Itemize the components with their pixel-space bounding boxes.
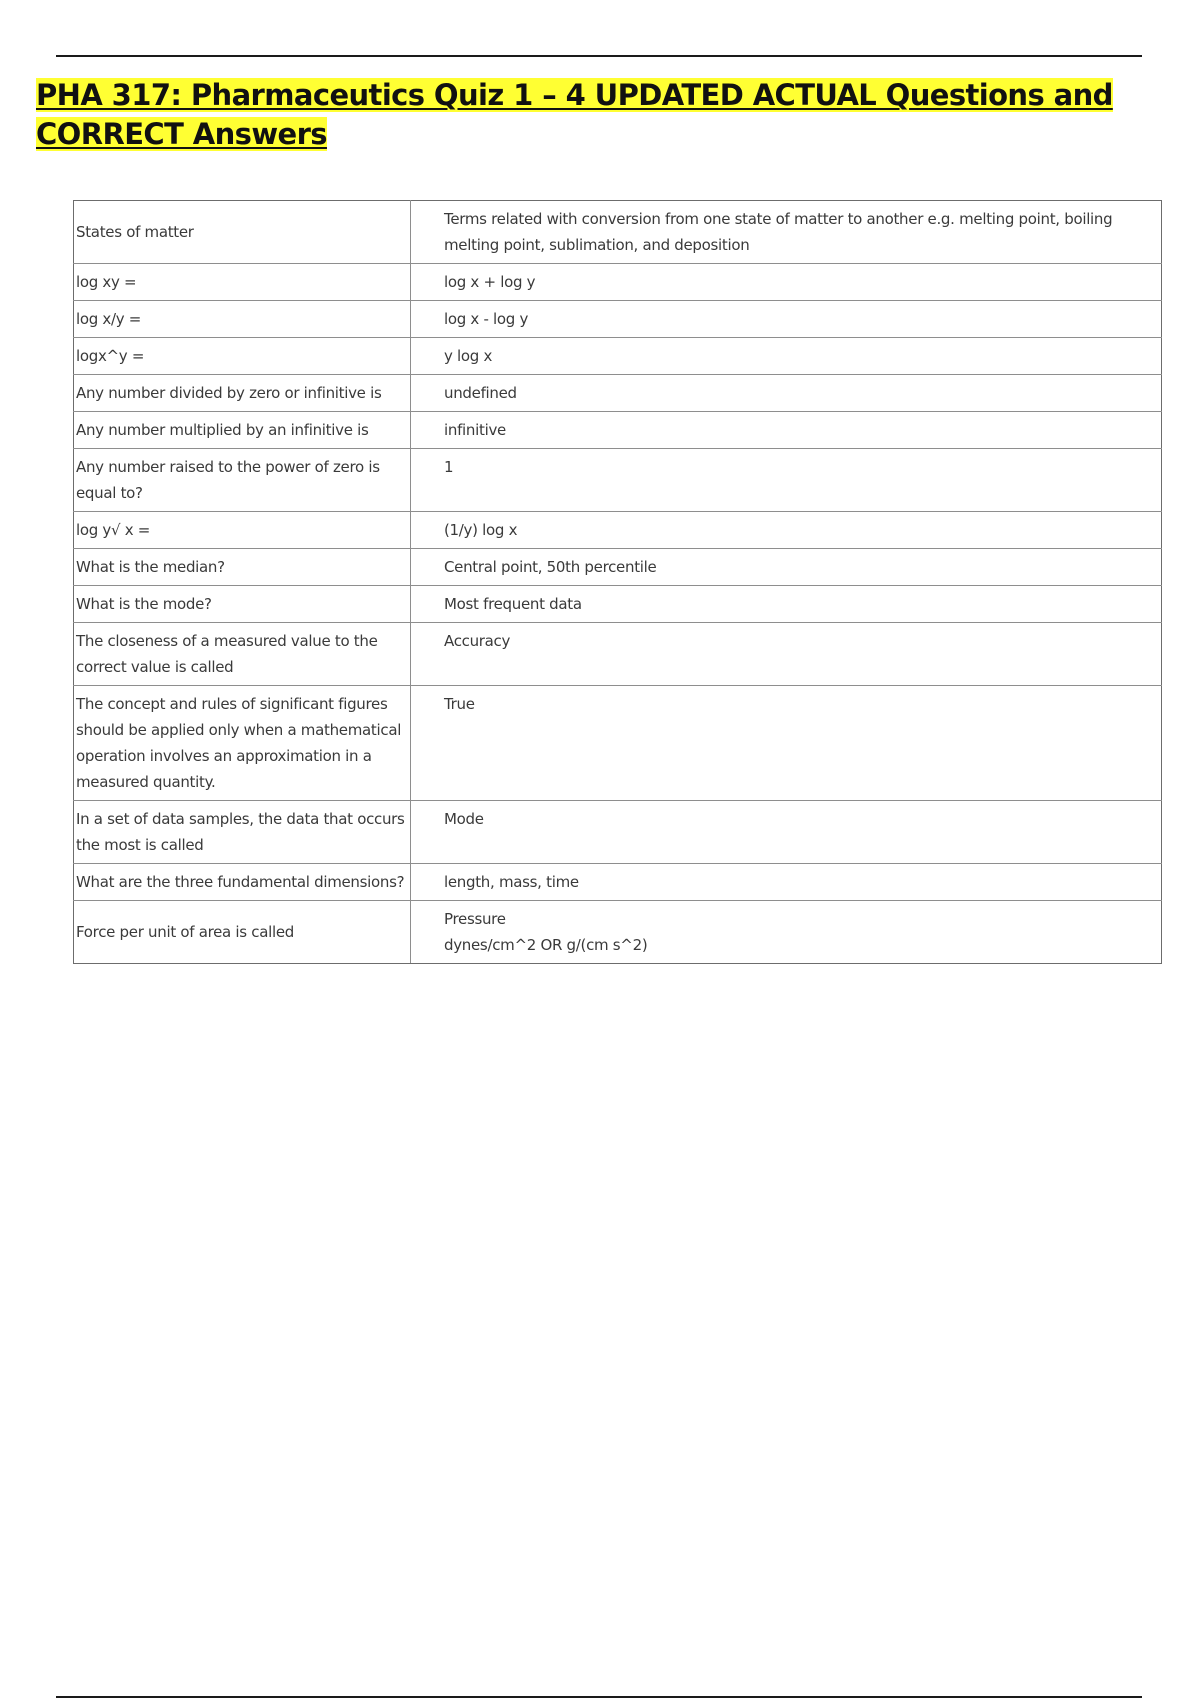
qa-table xyxy=(73,200,1162,964)
table-row xyxy=(74,201,1162,264)
answer-cell: log x + log y xyxy=(411,264,1162,301)
answer-cell: log x - log y xyxy=(411,301,1162,338)
table-row xyxy=(74,549,1162,586)
answer-cell: (1/y) log x xyxy=(411,512,1162,549)
question-cell: What are the three fundamental dimensions? xyxy=(74,864,411,901)
question-cell: Any number raised to the power of zero is equal to? xyxy=(74,449,411,512)
answer-cell: True xyxy=(411,686,1162,801)
answer-cell: 1 xyxy=(411,449,1162,512)
question-cell: What is the median? xyxy=(74,549,411,586)
answer-cell: Terms related with conversion from one state of matter to another e.g. melting point, boiling melting point, sublimation, and deposition xyxy=(411,201,1162,264)
question-cell: logx^y = xyxy=(74,338,411,375)
question-cell: Any number multiplied by an infinitive is xyxy=(74,412,411,449)
question-cell: Force per unit of area is called xyxy=(74,901,411,964)
top-rule xyxy=(56,55,1142,57)
answer-cell: Mode xyxy=(411,801,1162,864)
answer-line: Pressure xyxy=(444,910,506,928)
table-row xyxy=(74,449,1162,512)
question-cell: The concept and rules of significant figures should be applied only when a mathematical operation involves an approximation in a measured quantity. xyxy=(74,686,411,801)
table-row xyxy=(74,512,1162,549)
table-row xyxy=(74,586,1162,623)
answer-cell: Accuracy xyxy=(411,623,1162,686)
answer-cell: y log x xyxy=(411,338,1162,375)
question-cell: log xy = xyxy=(74,264,411,301)
table-row xyxy=(74,864,1162,901)
question-cell: States of matter xyxy=(74,201,411,264)
table-row xyxy=(74,375,1162,412)
answer-units-line: dynes/cm^2 OR g/(cm s^2) xyxy=(444,936,648,954)
table-row xyxy=(74,901,1162,964)
answer-cell: infinitive xyxy=(411,412,1162,449)
table-row xyxy=(74,264,1162,301)
answer-cell: Central point, 50th percentile xyxy=(411,549,1162,586)
table-row xyxy=(74,301,1162,338)
table-row xyxy=(74,338,1162,375)
question-cell: In a set of data samples, the data that occurs the most is called xyxy=(74,801,411,864)
answer-cell xyxy=(411,901,1162,964)
document-title: PHA 317: Pharmaceutics Quiz 1 – 4 UPDATED ACTUAL Questions and CORRECT Answers xyxy=(36,78,1113,151)
table-row xyxy=(74,623,1162,686)
question-cell: log y√ x = xyxy=(74,512,411,549)
answer-cell: Most frequent data xyxy=(411,586,1162,623)
table-row xyxy=(74,412,1162,449)
question-cell: Any number divided by zero or infinitive is xyxy=(74,375,411,412)
answer-cell: length, mass, time xyxy=(411,864,1162,901)
question-cell: log x/y = xyxy=(74,301,411,338)
question-cell: What is the mode? xyxy=(74,586,411,623)
bottom-rule xyxy=(56,1696,1142,1698)
table-row xyxy=(74,801,1162,864)
table-row xyxy=(74,686,1162,801)
question-cell: The closeness of a measured value to the correct value is called xyxy=(74,623,411,686)
answer-cell: undefined xyxy=(411,375,1162,412)
